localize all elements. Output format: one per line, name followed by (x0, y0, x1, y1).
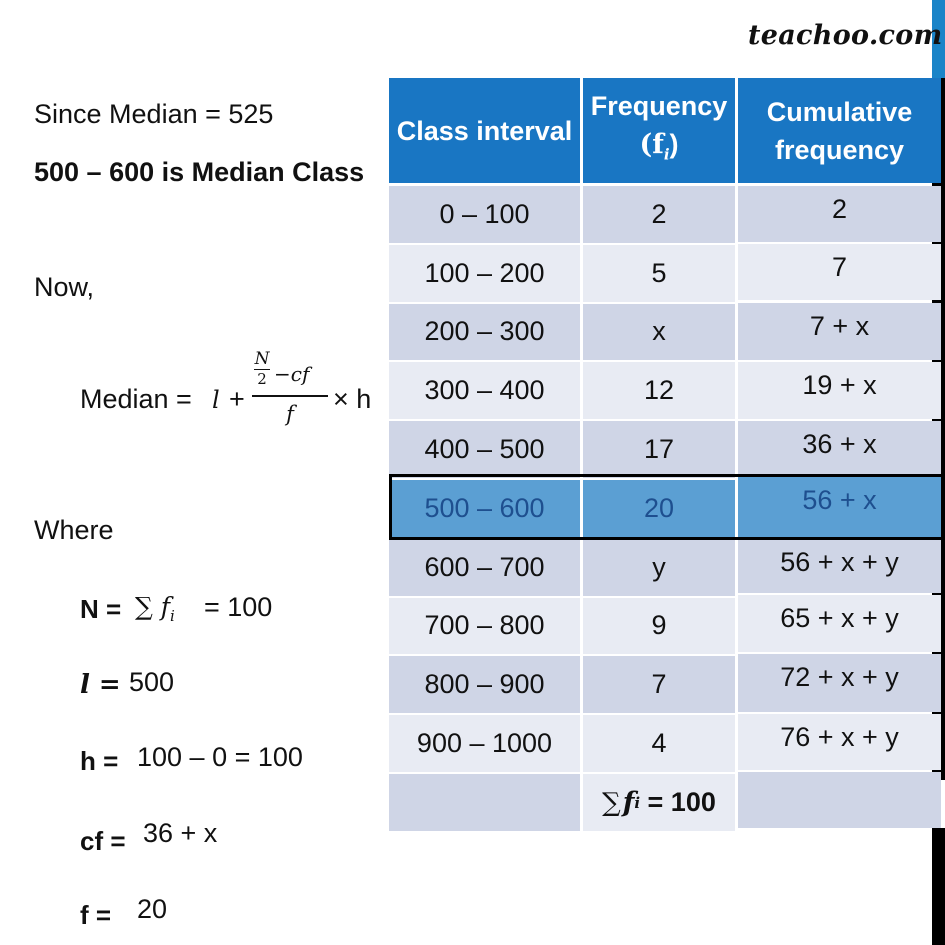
frequency-cell: x (583, 304, 735, 361)
frequency-cell: 12 (583, 362, 735, 419)
frequency-cell: 5 (583, 245, 735, 302)
class-interval-cell: 0 – 100 (389, 186, 580, 243)
header-frequency (583, 78, 735, 183)
class-interval-cell: 300 – 400 (389, 362, 580, 419)
def-N-expr: ∑ $f_i$ (135, 592, 175, 625)
def-N-label: N = (80, 594, 122, 624)
frequency-cell: 20 (583, 480, 735, 537)
numerator-2: 2 (257, 370, 267, 388)
frequency-cell: 2 (583, 186, 735, 243)
class-interval-cell: 500 – 600 (389, 480, 580, 537)
frequency-cell: 4 (583, 715, 735, 772)
header-frequency-symbol: $(f_i)$ (639, 129, 679, 164)
formula-plus: + (229, 384, 245, 414)
def-h-label: h = (80, 746, 119, 776)
fraction-bar (252, 395, 328, 397)
cumulative-frequency-cell: 2 (738, 186, 941, 242)
class-interval-cell: 100 – 200 (389, 245, 580, 302)
def-f-label: f = (80, 900, 112, 930)
median-formula-fraction (252, 344, 330, 436)
frequency-table (389, 78, 943, 832)
numerator-minus-cf: −cf (274, 362, 310, 386)
sum-frequency-cell: ∑ f i = 100 (583, 774, 735, 831)
def-cf-label: cf = (80, 826, 126, 856)
frequency-cell: 9 (583, 598, 735, 655)
class-interval-cell: 800 – 900 (389, 656, 580, 713)
where-text: Where (34, 515, 114, 545)
cumulative-frequency-cell: 56 + x + y (738, 539, 941, 593)
cumulative-frequency-cell: 19 + x (738, 362, 941, 419)
frequency-cell: 7 (583, 656, 735, 713)
sum-row-empty-left (389, 774, 580, 831)
class-interval-cell: 900 – 1000 (389, 715, 580, 772)
since-median-text: Since Median = 525 (34, 99, 274, 129)
frequency-cell: 17 (583, 421, 735, 478)
def-N-sub: i (170, 607, 175, 625)
cumulative-frequency-cell: 65 + x + y (738, 595, 941, 652)
frequency-cell: y (583, 539, 735, 596)
median-class-text: 500 – 600 is Median Class (34, 157, 365, 187)
def-f-value: 20 (137, 894, 168, 924)
class-interval-cell: 200 – 300 (389, 304, 580, 361)
def-N-value: = 100 (204, 592, 273, 622)
numerator-N: N (254, 349, 270, 369)
now-text: Now, (34, 272, 95, 302)
def-h-value: 100 – 0 = 100 (137, 742, 303, 772)
teachoo-logo: teachoo.com (748, 20, 943, 51)
fraction-denominator: f (286, 402, 294, 426)
formula-l: l (212, 386, 220, 414)
median-formula-label: Median = (80, 384, 192, 414)
class-interval-cell: 600 – 700 (389, 539, 580, 596)
solution-panel (0, 0, 385, 945)
header-cumulative-frequency: Cumulative frequency (738, 78, 941, 183)
def-cf-value: 36 + x (143, 818, 218, 848)
class-interval-cell: 400 – 500 (389, 421, 580, 478)
class-interval-cell: 700 – 800 (389, 598, 580, 655)
sum-row-empty-right (738, 772, 941, 828)
header-frequency-label: Frequency (590, 91, 728, 122)
def-l-label: l = (80, 670, 121, 700)
header-class-interval: Class interval (389, 78, 580, 183)
cumulative-frequency-cell: 7 + x (738, 303, 941, 360)
cumulative-frequency-cell: 7 (738, 244, 941, 300)
cumulative-frequency-cell: 76 + x + y (738, 714, 941, 770)
cumulative-frequency-cell: 36 + x (738, 421, 941, 475)
cumulative-frequency-cell: 56 + x (738, 477, 941, 537)
cumulative-frequency-cell: 72 + x + y (738, 654, 941, 712)
formula-times-h: × h (333, 384, 372, 414)
def-l-value: 500 (129, 667, 175, 697)
